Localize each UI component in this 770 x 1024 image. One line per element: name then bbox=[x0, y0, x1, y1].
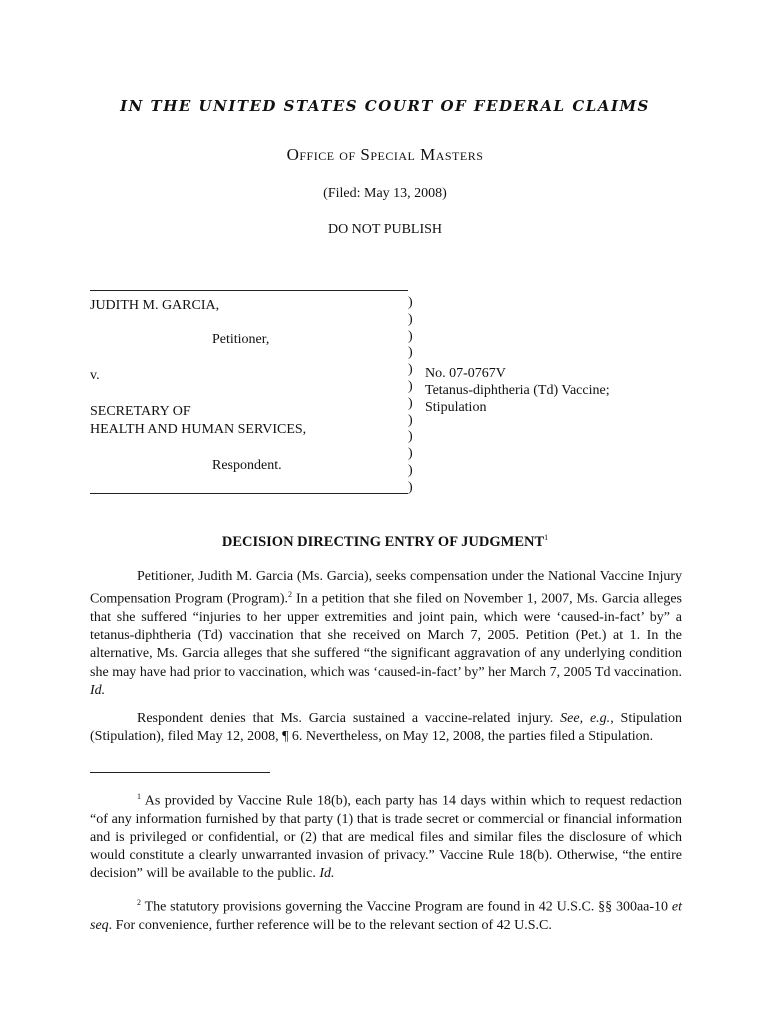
paren: ) bbox=[408, 295, 413, 310]
paragraph-1 bbox=[90, 568, 682, 700]
paragraph-2 bbox=[90, 710, 682, 746]
caption-parens bbox=[408, 295, 420, 497]
petitioner-role: Petitioner, bbox=[212, 332, 270, 347]
filed-date: (Filed: May 13, 2008) bbox=[323, 186, 447, 201]
paren: ) bbox=[408, 429, 413, 445]
office-title: Office of Special Masters bbox=[286, 145, 484, 164]
paren: ) bbox=[408, 462, 413, 478]
court-title: IN THE UNITED STATES COURT OF FEDERAL CLAIMS bbox=[120, 97, 650, 115]
decision-heading-text: DECISION DIRECTING ENTRY OF JUDGMENT bbox=[221, 533, 545, 550]
paragraph-text: Respondent denies that Ms. Garcia sustained a vaccine-related injury. bbox=[137, 711, 561, 727]
footnote-2 bbox=[90, 894, 682, 935]
paren: ) bbox=[408, 446, 413, 462]
citation-et-seq: et seq bbox=[90, 899, 682, 933]
decision-body bbox=[90, 568, 682, 756]
caption-top-rule bbox=[90, 290, 408, 291]
paren: ) bbox=[408, 378, 413, 394]
footnote-1 bbox=[90, 788, 682, 884]
paragraph-text: , Stipulation (Stipulation), filed May 12, 2008, ¶ 6. Nevertheless, on May 12, 2008, the parties filed a Stipulation. bbox=[90, 711, 682, 745]
citation-id: Id. bbox=[319, 866, 335, 882]
respondent-role: Respondent. bbox=[212, 458, 282, 473]
respondent-line1: SECRETARY OF bbox=[90, 404, 191, 419]
footnote-text: As provided by Vaccine Rule 18(b), each party has 14 days within which to request redaction “of any information furnished by that party (1) that is trade secret or commercial or financial information and is privileged or confidential, or (2) that are medical files and similar files the disclosure of which would constitute a clearly unwarranted invasion of privacy.” Vaccine Rule 18(b). Otherwise, “the entire decision” will be available to the public. bbox=[90, 793, 682, 882]
caption-bottom-rule bbox=[90, 493, 408, 494]
paren: ) bbox=[408, 412, 413, 428]
footnote-number: 1 bbox=[137, 792, 141, 801]
footnote-ref: 2 bbox=[288, 590, 293, 600]
case-caption bbox=[90, 288, 690, 498]
footnotes bbox=[90, 788, 682, 945]
footnote-ref: 1 bbox=[544, 533, 549, 542]
footnote-number: 2 bbox=[137, 897, 141, 907]
case-description-1: Tetanus-diphtheria (Td) Vaccine; bbox=[425, 383, 610, 398]
citation-see: See, e.g. bbox=[560, 711, 611, 727]
publish-notice: DO NOT PUBLISH bbox=[327, 222, 443, 237]
respondent-line2: HEALTH AND HUMAN SERVICES, bbox=[90, 422, 307, 437]
paren: ) bbox=[408, 395, 413, 411]
paren: ) bbox=[408, 345, 413, 361]
paragraph-text: In a petition that she filed on November 1, 2007, Ms. Garcia alleges that she suffered “injuries to her upper extremities and joint pain, which were ‘caused-in-fact’ by” a tetanus-diphtheria (Td) vaccination that she received on March 7, 2005. Petition (Pet.) at 1. In the alternative, Ms. Garcia alleges that she suffered “the significant aggravation of any underlying condition she may have had prior to vaccination, which was ‘caused-in-fact’ by” her March 7, 2005 Td vaccination. bbox=[90, 591, 683, 680]
case-description-2: Stipulation bbox=[425, 400, 487, 415]
case-info bbox=[425, 365, 610, 416]
decision-heading bbox=[0, 533, 770, 551]
footnote-text: . For convenience, further reference will be to the relevant section of 42 U.S.C. bbox=[108, 917, 552, 933]
case-number: No. 07-0767V bbox=[425, 366, 506, 381]
footnote-text: The statutory provisions governing the Vaccine Program are found in 42 U.S.C. §§ 300aa-10 bbox=[141, 899, 672, 915]
paren: ) bbox=[408, 311, 413, 327]
petitioner-name: JUDITH M. GARCIA, bbox=[90, 298, 220, 313]
paren: ) bbox=[408, 362, 413, 378]
versus-label: v. bbox=[90, 368, 100, 383]
paragraph-text: Petitioner, Judith M. Garcia (Ms. Garcia), seeks compensation under the National Vaccine Injury Compensation Program (Program). bbox=[90, 569, 682, 607]
paren: ) bbox=[408, 479, 413, 495]
paren: ) bbox=[408, 328, 413, 344]
citation-id: Id. bbox=[90, 682, 106, 698]
footnote-divider bbox=[90, 772, 270, 773]
